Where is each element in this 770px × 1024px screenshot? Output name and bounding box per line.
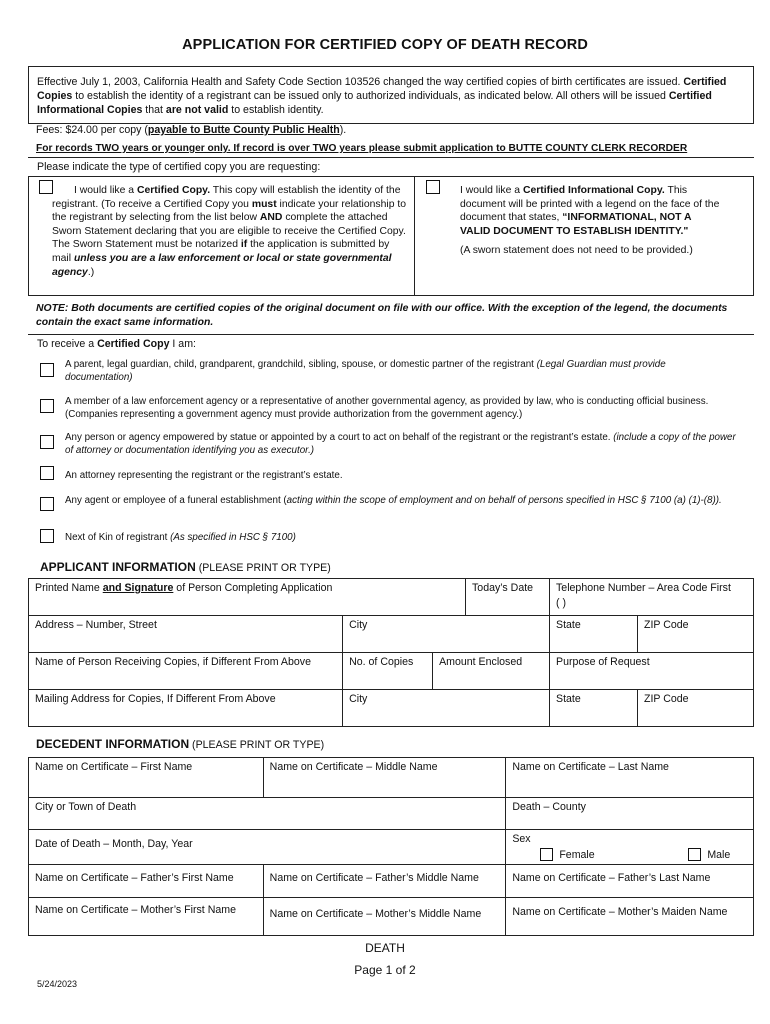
- cell-label: Name on Certificate – Father’s First Name: [35, 872, 234, 884]
- divider: [28, 157, 754, 158]
- city-field-2[interactable]: [343, 690, 550, 727]
- intro-text: that: [142, 104, 166, 116]
- state-field-2[interactable]: [550, 690, 638, 727]
- informational-copy-checkbox[interactable]: [426, 180, 440, 194]
- eligibility-checkbox-law-enforcement[interactable]: [40, 399, 54, 413]
- cell-label: Name of Person Receiving Copies, if Different From Above: [35, 656, 311, 668]
- cell-label: Name on Certificate – Father’s Middle Name: [269, 872, 479, 884]
- eligibility-item: [65, 431, 745, 457]
- intro-text: to establish the identity of a registrant can be issued only to authorized individuals, as indicated below. All others will be issued: [72, 90, 669, 102]
- applicant-heading-sub: (PLEASE PRINT OR TYPE): [195, 562, 331, 574]
- decedent-heading-text: DECEDENT INFORMATION: [36, 737, 190, 751]
- cell-label: Mailing Address for Copies, If Different From Above: [35, 693, 276, 705]
- father-middle-name-field[interactable]: [263, 865, 506, 898]
- father-last-name-field[interactable]: [506, 865, 754, 898]
- revision-date: 5/24/2023: [37, 979, 78, 989]
- cell-label: Date of Death – Month, Day, Year: [35, 838, 193, 850]
- intro-bold-certified-copies: Certified Copies: [37, 76, 727, 102]
- certified-copy-checkbox[interactable]: [39, 180, 53, 194]
- elig-italic: (As specified in HSC § 7100): [170, 532, 296, 543]
- cell-label: Name on Certificate – Father’s Last Name: [512, 872, 711, 884]
- cell-label: Name on Certificate – Mother’s Maiden Name: [512, 906, 728, 918]
- decedent-middle-name-field[interactable]: [263, 758, 506, 798]
- cell-label: Purpose of Request: [556, 656, 650, 668]
- intro-bold-not-valid: are not valid: [165, 104, 229, 116]
- certified-copy-option-text: [52, 184, 408, 279]
- eligibility-item: [65, 531, 735, 544]
- state-field[interactable]: [550, 616, 638, 653]
- opt-bold: must: [251, 198, 277, 210]
- eligibility-checkbox-attorney[interactable]: [40, 466, 54, 480]
- eligibility-checkbox-parent[interactable]: [40, 363, 54, 377]
- decedent-last-name-field[interactable]: [506, 758, 754, 798]
- eligibility-checkbox-empowered[interactable]: [40, 435, 54, 449]
- cell-label: Name on Certificate – First Name: [35, 761, 193, 773]
- applicant-heading-text: APPLICANT INFORMATION: [40, 560, 196, 574]
- elig-text: Any person or agency empowered by statue or appointed by a court to act on behalf of the registrant or the registrant’s estate.: [65, 432, 614, 443]
- opt-text: complete the attached Sworn Statement declaring that you are eligible to receive the Certified Copy. The Sworn Statement must be notarized: [52, 212, 406, 251]
- elig-italic: (Legal Guardian must provide documentation): [65, 359, 666, 383]
- cell-label: Address – Number, Street: [35, 619, 157, 631]
- records-notice: [36, 143, 687, 154]
- amount-enclosed-field[interactable]: [433, 653, 550, 690]
- receiving-name-field[interactable]: [29, 653, 343, 690]
- receive-label: [37, 338, 196, 350]
- cell-label: Sex: [512, 833, 531, 845]
- opt-bold: “INFORMATIONAL, NOT A VALID DOCUMENT TO ESTABLISH IDENTITY.": [460, 212, 692, 237]
- opt-bold: AND: [259, 212, 283, 224]
- records-notice-text: For records TWO years or younger only. If record is over TWO years please submit application to BUTTE COUNTY CLERK RECORDER: [36, 143, 688, 154]
- telephone-field[interactable]: [550, 579, 754, 616]
- receive-text: To receive a: [37, 338, 98, 350]
- cell-label: Name on Certificate – Mother’s Middle Name: [269, 908, 482, 920]
- opt-bold-italic: unless you are a law enforcement or local or state governmental agency: [52, 252, 392, 278]
- mother-middle-name-field[interactable]: [263, 898, 506, 936]
- eligibility-item: [65, 395, 735, 421]
- printed-name-field[interactable]: [29, 579, 466, 616]
- city-field[interactable]: [343, 616, 550, 653]
- cell-label: ZIP Code: [644, 693, 689, 705]
- opt-text: This copy will establish the identity of the registrant. (To receive a Certified Copy you: [52, 185, 401, 210]
- intro-bold-informational: Certified Informational Copies: [37, 90, 712, 116]
- divider: [414, 176, 415, 296]
- elig-italic: acting within the scope of employment and on behalf of persons specified in HSC § 7100 (a) (1)-(8)).: [286, 495, 722, 506]
- female-label: Female: [559, 848, 595, 861]
- mother-first-name-field[interactable]: [29, 898, 264, 936]
- opt-text: indicate your relationship to the registrant by selecting from the list below: [52, 198, 407, 224]
- cell-label: Name on Certificate – Middle Name: [269, 761, 438, 773]
- intro-paragraph: [28, 66, 754, 124]
- cell-label: of Person Completing Application: [173, 582, 333, 594]
- cell-label: State: [556, 619, 581, 631]
- cell-label-bold: and Signature: [102, 582, 174, 594]
- fees-line: [36, 124, 346, 136]
- cell-label: City: [349, 693, 368, 705]
- fees-payable: payable to Butte County Public Health: [147, 124, 340, 136]
- applicant-heading: [40, 560, 331, 574]
- zip-field-2[interactable]: [638, 690, 754, 727]
- decedent-table: [28, 757, 754, 936]
- informational-copy-option-text: [460, 184, 720, 258]
- cell-label: City: [349, 619, 368, 631]
- elig-text: An attorney representing the registrant or the registrant’s estate.: [65, 470, 343, 481]
- sex-field: [506, 830, 754, 865]
- cell-label: Printed Name: [35, 582, 103, 594]
- decedent-heading-sub: (PLEASE PRINT OR TYPE): [189, 739, 325, 751]
- receive-text: I am:: [169, 338, 196, 350]
- decedent-first-name-field[interactable]: [29, 758, 264, 798]
- applicant-table: [28, 578, 754, 727]
- receive-bold: Certified Copy: [97, 338, 170, 350]
- opt-text: I would like a: [460, 185, 523, 196]
- cell-label: Death – County: [512, 801, 586, 813]
- zip-field[interactable]: [638, 616, 754, 653]
- footer-label: DEATH: [365, 941, 405, 955]
- cell-label: No. of Copies: [349, 656, 414, 668]
- address-field[interactable]: [29, 616, 343, 653]
- elig-text: A parent, legal guardian, child, grandparent, grandchild, sibling, spouse, or domestic partner of the registrant: [65, 359, 537, 370]
- note: NOTE: Both documents are certified copies of the original document on file with our office. With the exception of the legend, the documents contain the exact same information.: [36, 303, 728, 328]
- eligibility-item: [65, 469, 735, 482]
- intro-text: to establish identity.: [228, 104, 324, 116]
- eligibility-checkbox-funeral[interactable]: [40, 497, 54, 511]
- todays-date-field[interactable]: [466, 579, 550, 616]
- cell-label: Telephone Number – Area Code First: [556, 582, 731, 594]
- cell-label: State: [556, 693, 581, 705]
- eligibility-checkbox-next-of-kin[interactable]: [40, 529, 54, 543]
- purpose-field[interactable]: [550, 653, 754, 690]
- male-label: Male: [707, 848, 731, 861]
- elig-text: Any agent or employee of a funeral establishment (: [65, 495, 287, 506]
- death-county-field[interactable]: [506, 798, 754, 830]
- eligibility-item: [65, 494, 745, 507]
- phone-area-code: ( ): [556, 597, 566, 609]
- elig-text: Next of Kin of registrant: [65, 532, 171, 543]
- opt-bold: Certified Informational Copy.: [522, 185, 665, 196]
- elig-text: A member of a law enforcement agency or a representative of another governmental agency, as provided by law, who is conducting official business. (Companies representing a government agency must provide authorization from the government agency.): [65, 396, 709, 420]
- date-of-death-field[interactable]: [29, 830, 506, 865]
- decedent-heading: [36, 737, 324, 751]
- eligibility-item: [65, 358, 735, 384]
- opt-text: (A sworn statement does not need to be provided.): [460, 245, 693, 257]
- opt-text: This document will be printed with a legend on the face of the document that states,: [460, 185, 720, 224]
- opt-bold: Certified Copy.: [136, 185, 211, 196]
- cell-label: Name on Certificate – Mother’s First Name: [35, 904, 236, 916]
- cell-label: Name on Certificate – Last Name: [512, 761, 669, 773]
- mailing-address-field[interactable]: [29, 690, 343, 727]
- female-checkbox[interactable]: [540, 848, 553, 861]
- father-first-name-field[interactable]: [29, 865, 264, 898]
- opt-bold: if: [240, 239, 248, 251]
- fees-suffix: ).: [339, 124, 347, 136]
- opt-text: I would like a: [74, 185, 137, 196]
- page-number: Page 1 of 2: [354, 963, 416, 977]
- cell-label: City or Town of Death: [35, 801, 137, 813]
- cell-label: ZIP Code: [644, 619, 689, 631]
- intro-text: Effective July 1, 2003, California Health and Safety Code Section 103526 changed the way certified copies of birth certificates are issued.: [37, 76, 681, 88]
- fees-prefix: Fees: $24.00 per copy (: [36, 124, 148, 136]
- elig-italic: (include a copy of the power of attorney or documentation identifying you as executor.): [65, 432, 736, 456]
- male-checkbox[interactable]: [688, 848, 701, 861]
- cell-label: Amount Enclosed: [439, 656, 523, 668]
- mother-maiden-name-field[interactable]: [506, 898, 754, 936]
- city-of-death-field[interactable]: [29, 798, 506, 830]
- indicate-label: Please indicate the type of certified copy you are requesting:: [37, 161, 321, 173]
- opt-text: .): [87, 266, 95, 278]
- opt-text: the application is submitted by mail: [52, 239, 390, 264]
- cell-label: Today’s Date: [472, 582, 534, 594]
- page-title: APPLICATION FOR CERTIFIED COPY OF DEATH RECORD: [182, 37, 588, 53]
- no-copies-field[interactable]: [343, 653, 433, 690]
